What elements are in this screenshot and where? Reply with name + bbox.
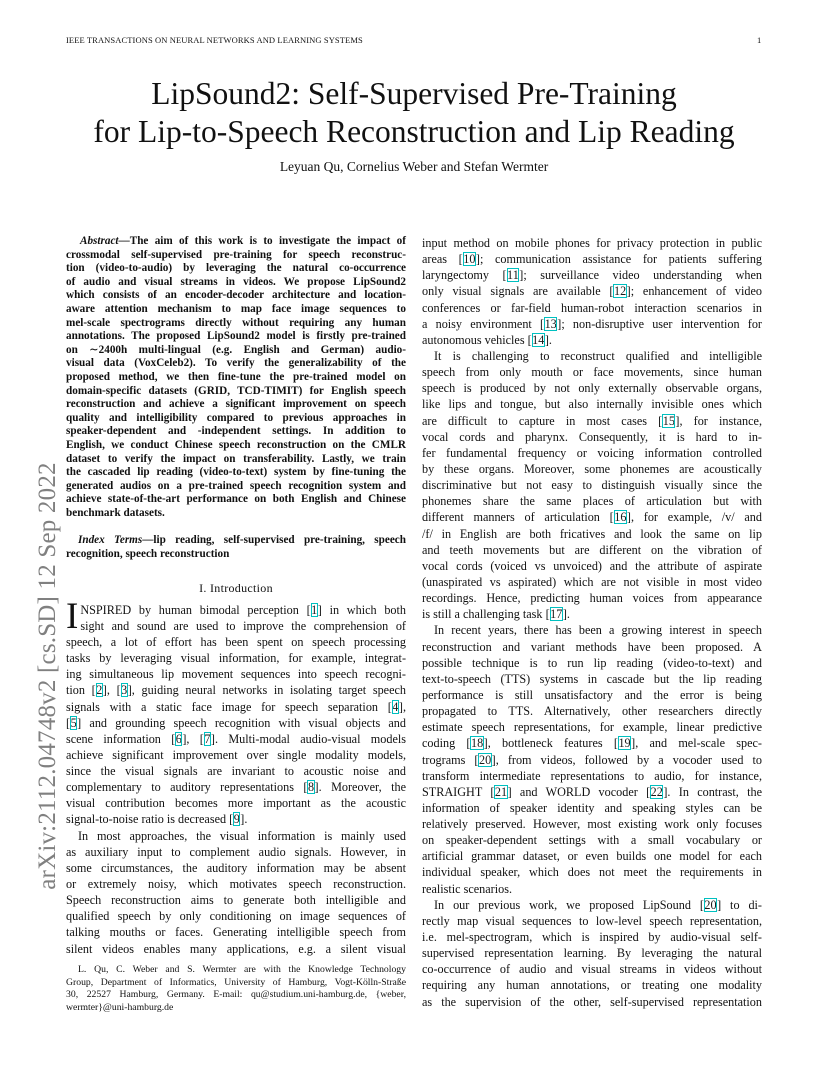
text-line: areas [10]; communication assistance for patients suffering — [422, 252, 763, 267]
right-column — [422, 235, 762, 1010]
text-line: different manners of articulation [16], for example, /v/ and — [422, 510, 762, 525]
text-line: English, we conduct Chinese speech reconstruction on the CMLR — [66, 438, 406, 451]
text-line: L. Qu, C. Weber and S. Wermter are with the Knowledge Technology — [78, 964, 406, 975]
citation-link[interactable]: 12 — [613, 284, 627, 299]
text-line: requiring any human annotations, or treating one modality — [422, 978, 762, 993]
text-line: 30, 22527 Hamburg, Germany. E-mail: qu@studium.uni-hamburg.de, {weber, — [66, 989, 406, 1001]
text-line: the cascaded lip reading (video-to-text) system by fine-tuning the — [66, 466, 406, 479]
citation-link[interactable]: 17 — [550, 607, 563, 622]
text-line: (unaspirated vs aspirated) which are not visible in most video — [422, 574, 762, 589]
text-line: STRAIGHT [21] and WORLD vocoder [22]. In contrast, the — [422, 784, 762, 799]
citation-link[interactable]: 3 — [121, 683, 128, 698]
paragraph — [422, 235, 762, 348]
text-line: speech, a lot of effort has been spent on speech processing — [66, 634, 406, 649]
text-line: realistic scenarios. — [422, 881, 513, 896]
citation-link[interactable]: 22 — [650, 784, 663, 799]
citation-link[interactable]: 11 — [507, 268, 519, 283]
citation-link[interactable]: 10 — [463, 252, 476, 267]
text-line: vocal cords and pharynx. Consequently, it is hard to in- — [422, 429, 762, 444]
text-line: speech is produced by not only externally observable organs, — [422, 381, 762, 396]
text-line: Abstract—The aim of this work is to investigate the impact of — [80, 235, 406, 247]
text-line: complementary to auditory representations [8]. Moreover, the — [66, 780, 406, 795]
text-line: is still a challenging task [17]. — [422, 607, 570, 622]
text-line: text-to-speech (TTS) systems in cascade but the lip reading — [422, 671, 762, 686]
text-line: silent videos enables many applications, e.g. a silent visual — [66, 941, 406, 956]
citation-link[interactable]: 4 — [392, 699, 399, 714]
text-line: vocal cords (voiced vs unvoiced) and the attribute of aspirate — [422, 558, 762, 573]
text-line: It is challenging to reconstruct qualified and intelligible — [434, 348, 762, 363]
index-terms — [66, 534, 406, 561]
text-line: Group, Department of Informatics, University of Hamburg, Vogt-Kölln-Straße — [66, 976, 406, 988]
text-line: scene information [6], [7]. Multi-modal audio-visual models — [66, 731, 406, 746]
citation-link[interactable]: 21 — [494, 784, 508, 799]
text-line: a noisy environment [13]; non-disruptive user intervention for — [422, 316, 762, 331]
text-line: ing simultaneous lip movement sequences into speech recogni- — [66, 667, 406, 682]
citation-link[interactable]: 20 — [704, 897, 717, 912]
intro-paragraph-1 — [66, 595, 407, 828]
text-line: propagated to TTS. Alternatively, other researchers directly — [422, 704, 762, 719]
text-line: input method on mobile phones for privacy protection in public — [422, 236, 762, 250]
footnote — [66, 964, 406, 1014]
text-line: recognition, speech reconstruction — [66, 548, 230, 561]
text-line: aware attention mechanism to map face image sequences to — [66, 302, 406, 315]
citation-link[interactable]: 8 — [307, 780, 315, 795]
citation-link[interactable]: 18 — [470, 736, 484, 751]
text-line: information of speaker identity and speaking styles can be — [422, 800, 762, 815]
text-line: laryngectomy [11]; surveillance video understanding when — [422, 268, 762, 283]
left-column — [66, 235, 406, 957]
text-line: since the visual signals are invariant to acoustic noise and — [66, 764, 406, 779]
intro-paragraph-2 — [66, 828, 406, 957]
text-line: achieve significant improvement over single modality models, — [66, 747, 406, 762]
text-line: proposed method, we then fine-tune the pre-trained model on — [66, 370, 406, 383]
text-line: relatively preserved. However, most existing work only focuses — [422, 817, 762, 832]
text-line: visual contribution becomes more important as the acoustic — [66, 796, 406, 811]
text-line: or extremely noisy, which motivates speech reconstruction. — [66, 877, 406, 892]
text-line: possible technique is to run lip reading (video-to-text) and — [422, 655, 762, 670]
text-line: mel-scale spectrograms directly without requiring any human — [66, 316, 406, 329]
text-line: speech from only mouth or face movements, since human — [422, 365, 762, 380]
authors: Leyuan Qu, Cornelius Weber and Stefan Wermter — [279, 159, 549, 174]
text-line: talking mouths or faces. Generating intelligible speech from — [66, 925, 406, 940]
arxiv-stamp[interactable]: arXiv:2112.04748v2 [cs.SD] 12 Sep 2022 — [34, 462, 61, 890]
paper-title — [0, 75, 828, 151]
text-line: estimate speech representations, for example, linear predictive — [422, 720, 762, 735]
page-number: 1 — [757, 35, 762, 45]
section-heading: I. Introduction — [199, 580, 273, 595]
text-line: annotations. The proposed LipSound2 model is firstly pre-trained — [66, 330, 406, 343]
text-line: which consists of an encoder-decoder architecture and location- — [66, 289, 406, 302]
text-line: wermter}@uni-hamburg.de — [66, 1001, 174, 1013]
text-line: visual data (VoxCeleb2). To verify the generalizability of the — [66, 357, 406, 370]
citation-link[interactable]: 16 — [614, 510, 627, 525]
text-line: In recent years, there has been a growing interest in speech — [434, 623, 762, 638]
citation-link[interactable]: 1 — [311, 602, 318, 617]
text-line: qualified speech by only conditioning on image sequences of — [66, 909, 406, 924]
text-line: achieve state-of-the-art performance on both English and Chinese — [66, 493, 406, 506]
text-line: signal-to-noise ratio is decreased [9]. — [66, 812, 248, 827]
text-line: Index Terms—lip reading, self-supervised pre-training, speech — [78, 534, 406, 547]
paragraph — [422, 348, 762, 622]
text-line: co-occurrence of audio and visual streams in videos without — [422, 962, 762, 977]
citation-link[interactable]: 5 — [70, 715, 77, 730]
drop-cap: I — [66, 595, 79, 637]
paragraph — [422, 622, 762, 896]
text-line: tasks by leveraging visual information, for example, integrat- — [66, 651, 406, 666]
title-line: for Lip-to-Speech Reconstruction and Lip Reading — [93, 114, 735, 149]
text-line: [5] and grounding speech recognition with visual objects and — [66, 715, 406, 730]
text-line: benchmark datasets. — [66, 506, 165, 519]
text-line: reconstruction and variant methods have been proposed. A — [422, 639, 762, 654]
text-line: transform intermediate representations to audio, for instance, — [422, 768, 762, 783]
text-line: individual speaker, which does not meet the requirements in — [422, 865, 762, 880]
text-line: like lips and tongue, but also internally invisible ones which — [422, 397, 762, 412]
text-line: phonemes share the same places of articulation but with — [422, 494, 762, 509]
text-line: Speech reconstruction aims to generate both intelligible and — [66, 893, 406, 908]
text-line: speaker-dependent and -independent settings. In addition to — [66, 425, 406, 438]
citation-link[interactable]: 20 — [478, 752, 492, 767]
text-line: In our previous work, we proposed LipSound [20] to di- — [434, 897, 762, 912]
text-line: domain-specific datasets (GRID, TCD-TIMIT) for English speech — [66, 384, 406, 397]
text-line: In most approaches, the visual information is mainly used — [78, 828, 406, 843]
text-line: trograms [20], from videos, followed by a vocoder used to — [422, 752, 762, 767]
citation-link[interactable]: 19 — [618, 736, 631, 751]
text-line: /f/ in English are both fricatives and look the same on lip — [422, 526, 762, 541]
text-line: some circumstances, the auditory information may be absent — [66, 860, 406, 875]
text-line: discriminative but not easy to distinguish visually since the — [422, 478, 762, 493]
citation-link[interactable]: 6 — [175, 731, 182, 746]
running-head: IEEE TRANSACTIONS ON NEURAL NETWORKS AND LEARNING SYSTEMS — [66, 35, 363, 45]
text-line: signals with a static face image for speech separation [4], — [66, 699, 406, 714]
text-line: by these organs. Moreover, some phonemes are acoustically — [422, 461, 762, 476]
text-line: crossmodal self-supervised pre-training for speech reconstruc- — [66, 248, 406, 261]
citation-link[interactable]: 15 — [662, 413, 675, 428]
text-line: reconstruction and achieve a significant improvement on speech — [66, 398, 406, 411]
text-line: and teeth movements but are different on the vibration of — [422, 542, 762, 557]
text-line: sight and sound are used to improve the comprehension of — [80, 618, 406, 633]
citation-link[interactable]: 7 — [204, 731, 211, 746]
text-line: performance is still unsatisfactory and the error is being — [422, 687, 762, 702]
citation-link[interactable]: 14 — [532, 332, 545, 347]
text-line: artificial grammar dataset, or even builds one model for each — [422, 849, 762, 864]
text-line: generated audios on a pre-trained speech recognition system and — [66, 479, 406, 492]
citation-link[interactable]: 2 — [96, 683, 103, 698]
citation-link[interactable]: 9 — [233, 812, 240, 827]
section-label: Abstract — [80, 235, 119, 247]
text-line: tion [2], [3], guiding neural networks in isolating target speech — [66, 683, 406, 698]
text-line: conferences or far-field human-robot interaction scenarios in — [422, 300, 762, 315]
text-line: only visual signals are available [12]; enhancement of video — [422, 284, 762, 299]
text-line: i.e. mel-spectrogram, which is inspired by audio-visual self- — [422, 930, 762, 945]
text-line: autonomous vehicles [14]. — [422, 332, 552, 347]
text-line: coding [18], bottleneck features [19], and mel-scale spec- — [422, 736, 762, 751]
text-line: NSPIRED by human bimodal perception [1] in which both — [80, 602, 407, 617]
text-line: as the supervision of the other, self-supervised representation — [422, 994, 762, 1009]
text-line: on speaker-dependent settings with a small vocabulary or — [422, 833, 762, 848]
text-line: recordings. Hence, predicting human voices from appearance — [422, 591, 762, 606]
text-line: rectly map visual sequences to low-level speech representation, — [422, 913, 762, 928]
text-line: on ∼2400h multi-lingual (e.g. English and German) audio- — [66, 343, 406, 356]
text-line: are difficult to capture in most cases [15], for instance, — [422, 413, 762, 428]
citation-link[interactable]: 13 — [544, 316, 557, 331]
text-line: of audio and visual streams in videos. We propose LipSound2 — [66, 275, 406, 288]
text-line: fer fundamental frequency or voicing information controlled — [422, 445, 762, 460]
abstract — [66, 235, 406, 520]
text-line: supervised representation learning. By leveraging the natural — [422, 946, 762, 961]
section-label: Index Terms — [78, 534, 143, 547]
paragraph — [422, 897, 762, 1010]
text-line: as auxiliary input to complement audio signals. However, in — [66, 844, 406, 859]
text-line: tion (video-to-audio) by leveraging the natural co-occurrence — [66, 262, 406, 275]
text-line: dataset to verify the impact on transferability. Lastly, we train — [66, 452, 406, 465]
title-line: LipSound2: Self-Supervised Pre-Training — [151, 76, 677, 111]
text-line: quality and intelligibility compared to previous approaches in — [66, 411, 406, 424]
